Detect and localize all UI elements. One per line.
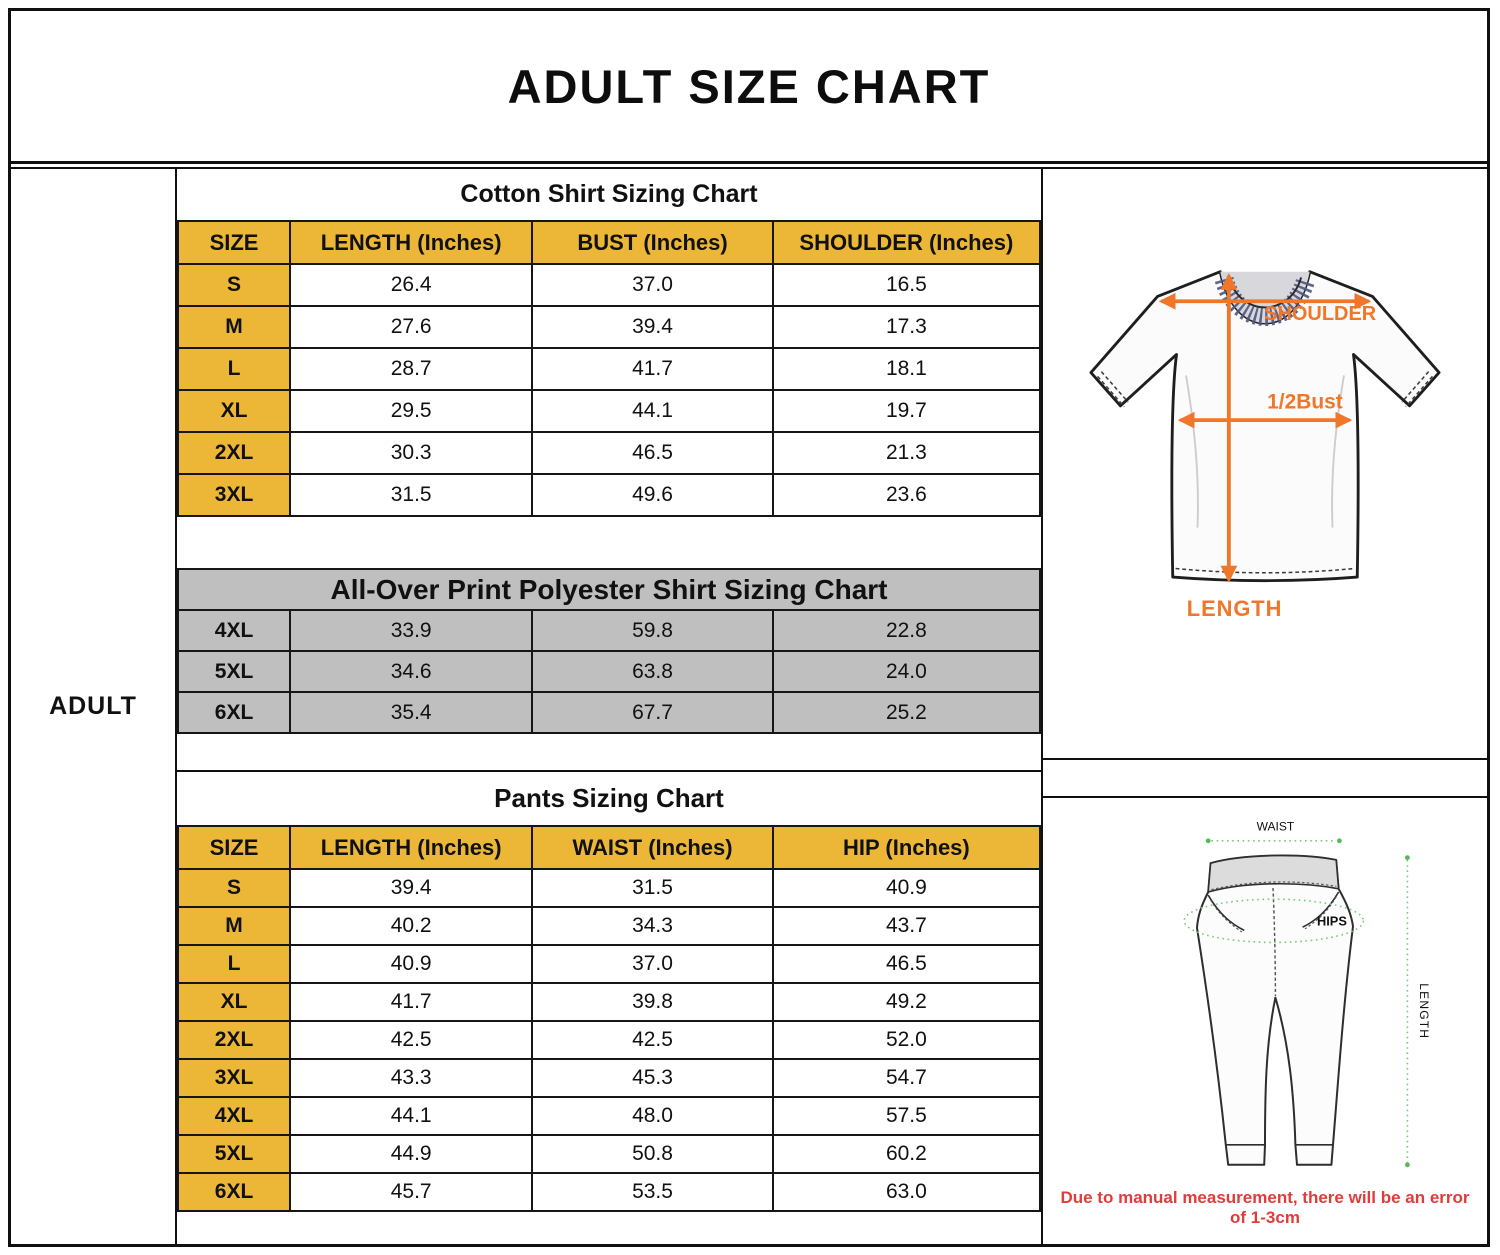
size-label-cell: 6XL <box>178 1173 290 1211</box>
polyester-shirt-table <box>177 568 1041 734</box>
value-cell: 44.1 <box>290 1097 532 1135</box>
value-cell: 48.0 <box>532 1097 772 1135</box>
pants-illustration <box>1089 812 1441 1188</box>
title-band <box>11 11 1487 164</box>
value-cell: 40.9 <box>773 869 1040 907</box>
size-label-cell: 2XL <box>178 432 290 474</box>
size-label-cell: L <box>178 945 290 983</box>
pants-table-title: Pants Sizing Chart <box>494 783 724 813</box>
value-cell: 19.7 <box>773 390 1040 432</box>
value-cell: 46.5 <box>532 432 772 474</box>
column-header: WAIST (Inches) <box>532 826 772 869</box>
table-row <box>178 651 1040 692</box>
value-cell: 60.2 <box>773 1135 1040 1173</box>
column-header: LENGTH (Inches) <box>290 826 532 869</box>
shoulder-label: SHOULDER <box>1264 303 1377 326</box>
table-row <box>178 610 1040 651</box>
value-cell: 59.8 <box>532 610 772 651</box>
pants-outline <box>1197 856 1353 1165</box>
pants-figure-cell <box>1043 796 1487 1244</box>
value-cell: 49.2 <box>773 983 1040 1021</box>
figures-column <box>1043 169 1487 1244</box>
value-cell: 57.5 <box>773 1097 1040 1135</box>
size-label-cell: 2XL <box>178 1021 290 1059</box>
side-column <box>11 169 177 1244</box>
value-cell: 46.5 <box>773 945 1040 983</box>
value-cell: 63.0 <box>773 1173 1040 1211</box>
measurement-error-note: Due to manual measurement, there will be an error of 1-3cm <box>1060 1188 1470 1227</box>
value-cell: 63.8 <box>532 651 772 692</box>
column-header: SIZE <box>178 826 290 869</box>
value-cell: 41.7 <box>532 348 772 390</box>
hips-label: HIPS <box>1317 913 1347 929</box>
size-label-cell: M <box>178 907 290 945</box>
value-cell: 43.3 <box>290 1059 532 1097</box>
value-cell: 53.5 <box>532 1173 772 1211</box>
value-cell: 25.2 <box>773 692 1040 733</box>
table-row <box>178 348 1040 390</box>
value-cell: 42.5 <box>290 1021 532 1059</box>
value-cell: 23.6 <box>773 474 1040 516</box>
column-header: SIZE <box>178 221 290 264</box>
section-gap <box>177 517 1041 568</box>
header-row <box>178 826 1040 869</box>
table-row <box>178 1021 1040 1059</box>
value-cell: 30.3 <box>290 432 532 474</box>
value-cell: 50.8 <box>532 1135 772 1173</box>
value-cell: 41.7 <box>290 983 532 1021</box>
size-label-cell: 3XL <box>178 1059 290 1097</box>
value-cell: 16.5 <box>773 264 1040 306</box>
value-cell: 33.9 <box>290 610 532 651</box>
section-gap <box>177 734 1041 770</box>
table-row <box>178 1059 1040 1097</box>
value-cell: 44.1 <box>532 390 772 432</box>
size-label-cell: 5XL <box>178 1135 290 1173</box>
size-label-cell: S <box>178 264 290 306</box>
bust-label: 1/2Bust <box>1267 390 1343 414</box>
polyester-table-title: All-Over Print Polyester Shirt Sizing Chart <box>178 569 1040 610</box>
size-label-cell: XL <box>178 983 290 1021</box>
table-row <box>178 869 1040 907</box>
value-cell: 67.7 <box>532 692 772 733</box>
size-label-cell: M <box>178 306 290 348</box>
size-label-cell: XL <box>178 390 290 432</box>
value-cell: 27.6 <box>290 306 532 348</box>
value-cell: 17.3 <box>773 306 1040 348</box>
header-row <box>178 221 1040 264</box>
column-header: BUST (Inches) <box>532 221 772 264</box>
value-cell: 21.3 <box>773 432 1040 474</box>
size-label-cell: 4XL <box>178 1097 290 1135</box>
value-cell: 31.5 <box>532 869 772 907</box>
tshirt-illustration <box>1065 247 1465 637</box>
table-row <box>178 264 1040 306</box>
tables-column <box>177 169 1043 1244</box>
value-cell: 28.7 <box>290 348 532 390</box>
size-label-cell: S <box>178 869 290 907</box>
cotton-table-title: Cotton Shirt Sizing Chart <box>460 180 758 208</box>
value-cell: 39.4 <box>532 306 772 348</box>
polyester-shirt-section <box>177 568 1041 734</box>
size-label-cell: 6XL <box>178 692 290 733</box>
value-cell: 43.7 <box>773 907 1040 945</box>
value-cell: 37.0 <box>532 945 772 983</box>
table-row <box>178 474 1040 516</box>
column-header: LENGTH (Inches) <box>290 221 532 264</box>
size-label-cell: L <box>178 348 290 390</box>
waist-label: WAIST <box>1256 819 1295 834</box>
adult-section-label: ADULT <box>49 692 137 720</box>
value-cell: 42.5 <box>532 1021 772 1059</box>
figures-spacer <box>1043 760 1487 796</box>
value-cell: 52.0 <box>773 1021 1040 1059</box>
cotton-shirt-section <box>177 169 1041 517</box>
value-cell: 54.7 <box>773 1059 1040 1097</box>
pants-table <box>177 825 1041 1212</box>
value-cell: 45.3 <box>532 1059 772 1097</box>
table-row <box>178 1097 1040 1135</box>
size-label-cell: 3XL <box>178 474 290 516</box>
size-label-cell: 5XL <box>178 651 290 692</box>
value-cell: 34.6 <box>290 651 532 692</box>
value-cell: 39.8 <box>532 983 772 1021</box>
table-row <box>178 907 1040 945</box>
value-cell: 29.5 <box>290 390 532 432</box>
value-cell: 31.5 <box>290 474 532 516</box>
table-row <box>178 1173 1040 1211</box>
value-cell: 22.8 <box>773 610 1040 651</box>
value-cell: 39.4 <box>290 869 532 907</box>
shirt-length-label: LENGTH <box>1186 596 1283 622</box>
table-row <box>178 390 1040 432</box>
page-title: ADULT SIZE CHART <box>507 59 991 113</box>
table-row <box>178 983 1040 1021</box>
table-row <box>178 306 1040 348</box>
value-cell: 24.0 <box>773 651 1040 692</box>
value-cell: 37.0 <box>532 264 772 306</box>
value-cell: 49.6 <box>532 474 772 516</box>
column-header: HIP (Inches) <box>773 826 1040 869</box>
table-row <box>178 1135 1040 1173</box>
content-area <box>11 167 1487 1244</box>
size-label-cell: 4XL <box>178 610 290 651</box>
table-row <box>178 692 1040 733</box>
value-cell: 35.4 <box>290 692 532 733</box>
table-row <box>178 432 1040 474</box>
cotton-shirt-table <box>177 220 1041 517</box>
outer-frame <box>8 8 1490 1247</box>
value-cell: 40.2 <box>290 907 532 945</box>
value-cell: 40.9 <box>290 945 532 983</box>
table-row <box>178 945 1040 983</box>
value-cell: 44.9 <box>290 1135 532 1173</box>
value-cell: 18.1 <box>773 348 1040 390</box>
value-cell: 34.3 <box>532 907 772 945</box>
pants-length-label: LENGTH <box>1417 983 1432 1040</box>
shirt-figure-cell <box>1043 169 1487 760</box>
value-cell: 26.4 <box>290 264 532 306</box>
column-header: SHOULDER (Inches) <box>773 221 1040 264</box>
pants-section <box>177 770 1041 1212</box>
value-cell: 45.7 <box>290 1173 532 1211</box>
